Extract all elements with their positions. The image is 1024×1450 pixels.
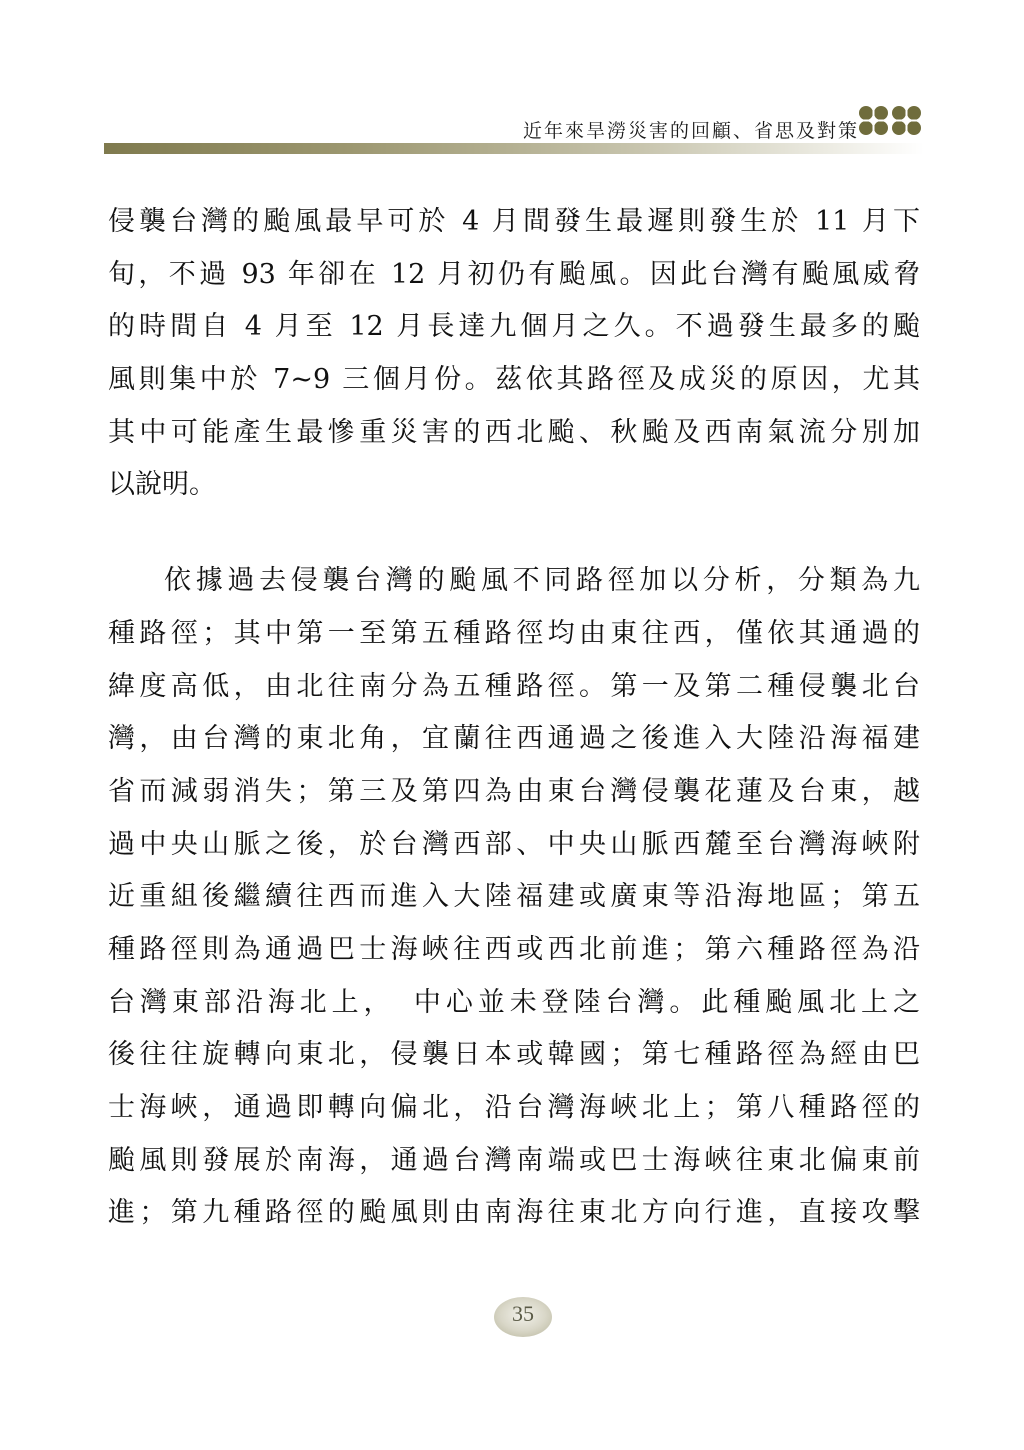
text-line: 種路徑則為通過巴士海峽往西或西北前進；第六種路徑為沿 <box>108 933 920 965</box>
text-line: 緯度高低，由北往南分為五種路徑。第一及第二種侵襲北台 <box>108 670 920 702</box>
text-line: 近重組後繼續往西而進入大陸福建或廣東等沿海地區；第五 <box>108 881 920 913</box>
text-line: 過中央山脈之後，於台灣西部、中央山脈西麓至台灣海峽附 <box>108 828 920 860</box>
page-number: 35 <box>512 1301 534 1326</box>
running-header <box>0 100 1024 160</box>
text-line: 省而減弱消失；第三及第四為由東台灣侵襲花蓮及台東，越 <box>108 775 920 807</box>
running-header-title: 近年來旱澇災害的回顧、省思及對策 <box>522 120 859 142</box>
text-line: 灣，由台灣的東北角，宜蘭往西通過之後進入大陸沿海福建 <box>108 723 920 755</box>
text-line: 士海峽，通過即轉向偏北，沿台灣海峽北上；第八種路徑的 <box>108 1092 920 1123</box>
text-line: 進；第九種路徑的颱風則由南海往東北方向行進，直接攻擊 <box>108 1197 920 1229</box>
text-line: 後往往旋轉向東北，侵襲日本或韓國；第七種路徑為經由巴 <box>108 1039 920 1071</box>
paragraph <box>108 555 920 1240</box>
text-line: 其中可能產生最慘重災害的西北颱、秋颱及西南氣流分別加 <box>108 416 920 448</box>
text-line: 旬，不過 93 年卻在 12 月初仍有颱風。因此台灣有颱風威脅 <box>108 258 920 290</box>
text-line: 台灣東部沿海北上， 中心並未登陸台灣。此種颱風北上之 <box>108 986 920 1018</box>
text-line: 風則集中於 7~9 三個月份。茲依其路徑及成災的原因，尤其 <box>108 364 920 396</box>
text-line: 的時間自 4 月至 12 月長達九個月之久。不過發生最多的颱 <box>108 311 920 343</box>
clover-ornament-icon <box>857 104 923 138</box>
text-line: 以說明。 <box>108 469 216 501</box>
text-line: 侵襲台灣的颱風最早可於 4 月間發生最遲則發生於 11 月下 <box>108 206 920 237</box>
header-rule <box>104 143 924 154</box>
paragraph <box>108 196 920 512</box>
page-number-badge <box>492 1295 554 1339</box>
text-line: 種路徑；其中第一至第五種路徑均由東往西，僅依其通過的 <box>108 617 920 649</box>
paragraph-gap <box>108 512 920 555</box>
text-line: 颱風則發展於南海，通過台灣南端或巴士海峽往東北偏東前 <box>108 1144 920 1176</box>
body-text <box>108 196 920 1240</box>
text-line: 依據過去侵襲台灣的颱風不同路徑加以分析，分類為九 <box>164 565 920 597</box>
